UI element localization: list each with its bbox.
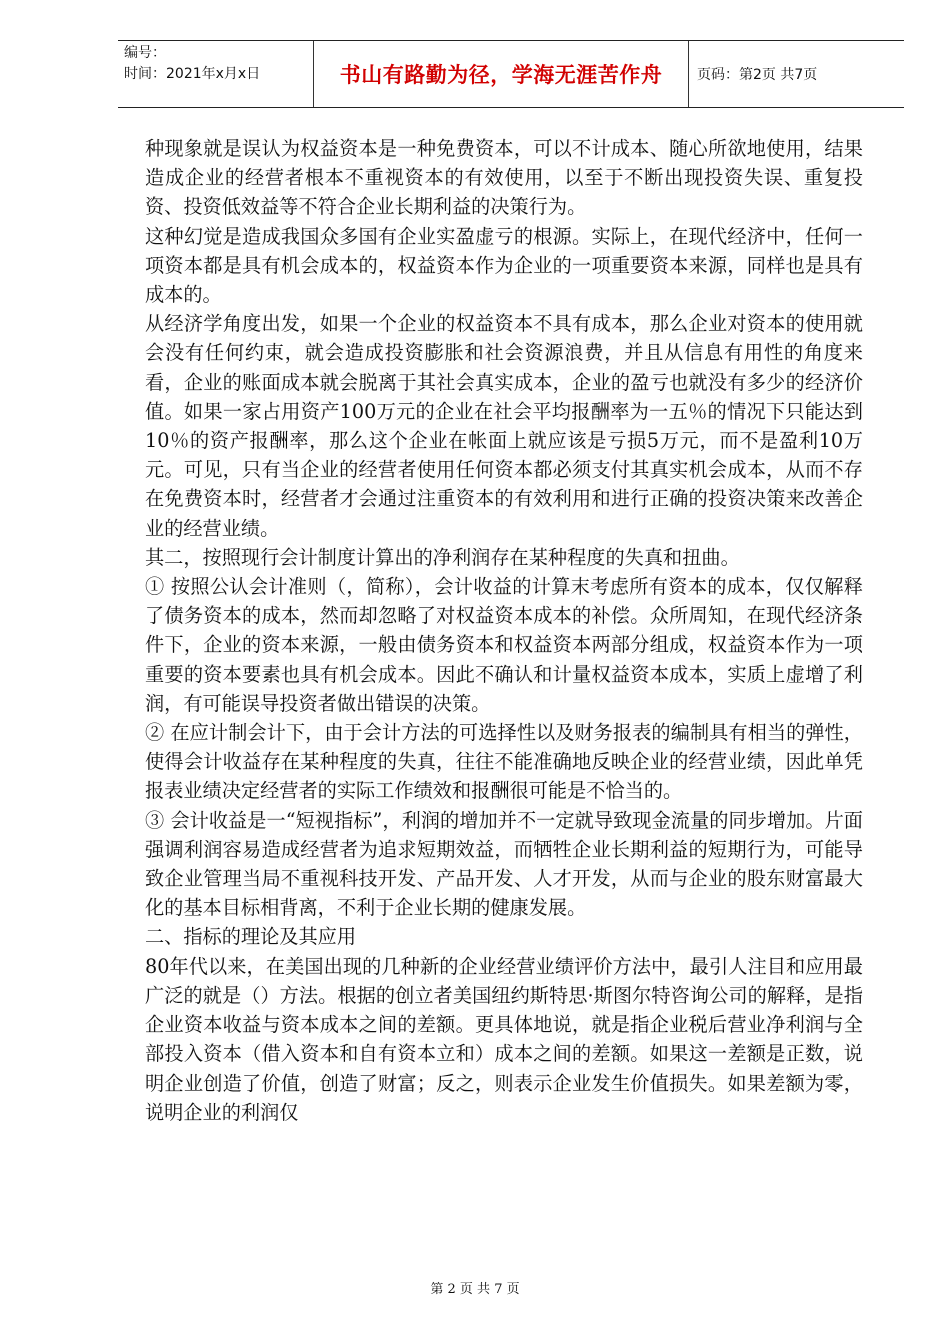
paragraph: ① 按照公认会计准则（，简称），会计收益的计算末考虑所有资本的成本，仅仅解释了债务资本的成本，然而却忽略了对权益资本成本的补偿。众所周知，在现代经济条件下，企业的资本来源，一般由债务资本和权益资本两部分组成，权益资本作为一项重要的资本要素也具有机会成本。因此不确认和计量权益资本成本，实质上虚增了利润，有可能误导投资者做出错误的决策。 [145,575,863,715]
document-number-label: 编号： [124,45,166,61]
paragraph: 80年代以来，在美国出现的几种新的企业经营业绩评价方法中，最引人注目和应用最广泛的就是（）方法。根据的创立者美国纽约斯特思·斯图尔特咨询公司的解释，是指企业资本收益与资本成本之间的差额。更具体地说，就是指企业税后营业净利润与全部投入资本（借入资本和自有资本立和）成本之间的差额。如果这一差额是正数，说明企业创造了价值，创造了财富；反之，则表示企业发生价值损失。如果差额为零，说明企业的利润仅 [145,954,863,1124]
page-footer: 第 2 页 共 7 页 [430,1282,520,1297]
document-time-label: 时间：2021年x月x日 [124,66,261,82]
paragraph: 从经济学角度出发，如果一个企业的权益资本不具有成本，那么企业对资本的使用就会没有任何约束，就会造成投资膨胀和社会资源浪费，并且从信息有用性的角度来看，企业的账面成本就会脱离于其社会真实成本，企业的盈亏也就没有多少的经济价值。如果一家占用资产100万元的企业在社会平均报酬率为一五％的情况下只能达到10％的资产报酬率，那么这个企业在帐面上就应该是亏损5万元，而不是盈利10万元。可见，只有当企业的经营者使用任何资本都必须支付其真实机会成本，从而不存在免费资本时，经营者才会通过注重资本的有效利用和进行正确的投资决策来改善企业的经营业绩。 [145,312,863,540]
header-motto: 书山有路勤为径，学海无涯苦作舟 [314,41,689,107]
page-header [118,40,904,108]
document-body [145,134,863,1127]
section-heading: 二、指标的理论及其应用 [145,925,357,949]
header-page-info: 页码：第2页 共7页 [697,67,818,83]
paragraph: ② 在应计制会计下，由于会计方法的可选择性以及财务报表的编制具有相当的弹性，使得会计收益存在某种程度的失真，往往不能准确地反映企业的经营业绩，因此单凭报表业绩决定经营者的实际工作绩效和报酬很可能是不恰当的。 [145,721,863,803]
header-meta [118,41,314,107]
paragraph: 这种幻觉是造成我国众多国有企业实盈虚亏的根源。实际上，在现代经济中，任何一项资本都是具有机会成本的，权益资本作为企业的一项重要资本来源，同样也是具有成本的。 [145,224,863,307]
paragraph: 其二，按照现行会计制度计算出的净利润存在某种程度的失真和扭曲。 [145,545,740,569]
paragraph: 种现象就是误认为权益资本是一种免费资本，可以不计成本、随心所欲地使用，结果造成企业的经营者根本不重视资本的有效使用，以至于不断出现投资失误、重复投资、投资低效益等不符合企业长期利益的决策行为。 [145,137,863,219]
paragraph: ③ 会计收益是一“短视指标”，利润的增加并不一定就导致现金流量的同步增加。片面强调利润容易造成经营者为追求短期效益，而牺牲企业长期利益的短期行为，可能导致企业管理当局不重视科技开发、产品开发、人才开发，从而与企业的股东财富最大化的基本目标相背离，不利于企业长期的健康发展。 [145,808,863,920]
